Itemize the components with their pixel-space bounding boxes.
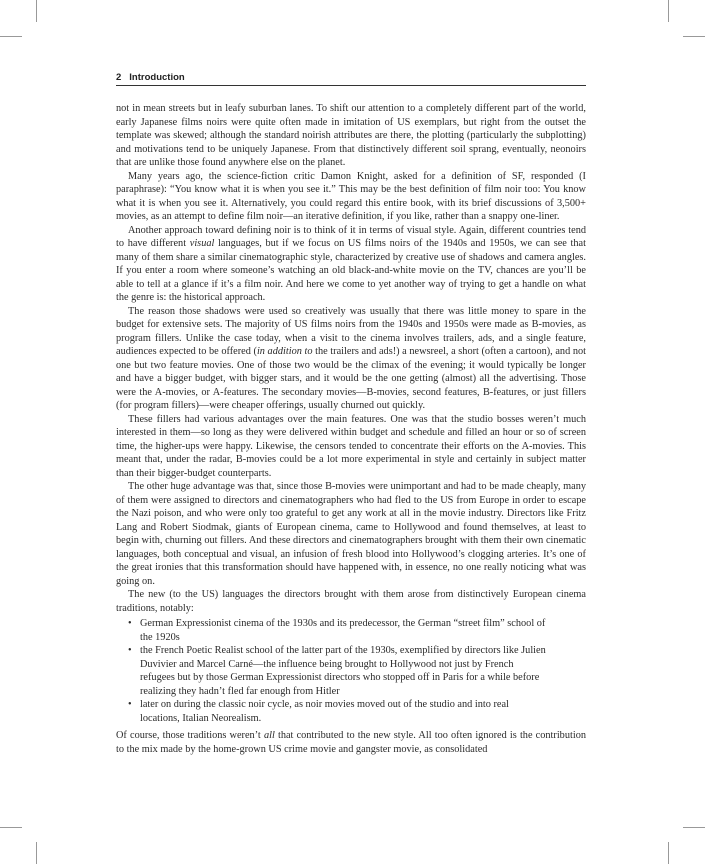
emphasis: all — [263, 730, 275, 741]
crop-mark — [36, 842, 37, 864]
paragraph: not in mean streets but in leafy suburban lanes. To shift our attention to a completely different part of the world, early Japanese films noirs were quite often made in imitation of US exemplars, but right from the outset the template was skewed; although the standard noirish attributes are there, the plotting (particularly the subplotting) and motivations tend to be uniquely Japanese. From that distinctively different soil sprang, eventually, neonoirs that are unlike those found anywhere else on the planet. — [116, 103, 586, 168]
paragraph: Of course, those traditions weren’t all that contributed to the new style. All too often ignored is the contribution to the mix made by the home-grown US crime movie and gangster movie, as consolidated — [116, 730, 587, 755]
emphasis: in addition to — [256, 346, 313, 357]
bullet-icon: • — [128, 699, 132, 710]
paragraph: The new (to the US) languages the directors brought with them arose from distinctively European cinema traditions, notably: — [116, 589, 586, 614]
crop-mark — [0, 827, 22, 828]
emphasis: visual — [189, 238, 215, 249]
running-title: Introduction — [129, 72, 185, 83]
paragraph: These fillers had various advantages over the main features. One was that the studio bosses weren’t much interested in them—so long as they were delivered within budget and schedule and filled an hour or so of screen time, the higher-ups were happy. Likewise, the censors tended to concentrate their efforts on the A-movies. This meant that, under the radar, B-movies could be a lot more experimental in style and certainly in subject matter than their bigger-budget counterparts. — [116, 413, 586, 479]
crop-mark — [36, 0, 37, 22]
running-header — [116, 72, 586, 86]
crop-mark — [683, 36, 705, 37]
body-text — [116, 102, 586, 756]
paragraph: Many years ago, the science-fiction critic Damon Knight, asked for a definition of SF, responded (I paraphrase): “You know what it is when you see it.” This may be the best definition of film noir too: You know what it is when you see it. Alternatively, you could regard this entire book, with its brief discussions of 3,500+ movies, as an attempt to define film noir—an iterative definition, if you like, rather than a snappy one-liner. — [116, 170, 586, 222]
bullet-icon: • — [128, 645, 132, 656]
bullet-list — [116, 617, 586, 725]
paragraph: Another approach toward defining noir is to think of it in terms of visual style. Again, different countries tend to have different visual languages, but if we focus on US films noirs of the 1940s and 1950s, we can see that many of them share a similar cinematographic style, characterized by creative use of shadows and camera angles. If you enter a room where someone’s watching an old black-and-white movie on the TV, chances are you’ll be able to tell at a glance if it’s a film noir. And here we come to yet another way of trying to get a handle on what the genre is: the historical approach. — [116, 224, 586, 303]
crop-mark — [0, 36, 22, 37]
list-item: • later on during the classic noir cycle, as noir movies moved out of the studio and into real locations, Italian Neorealism. — [128, 699, 509, 724]
crop-mark — [683, 827, 705, 828]
crop-mark — [668, 842, 669, 864]
list-item: • the French Poetic Realist school of the latter part of the 1930s, exemplified by directors like Julien Duvivier and Marcel Carné—the influence being brought to Hollywood not just by French refugees but by those German Expressionist directors who stopped off in Paris for a while before realizing they hadn’t fled far enough from Hitler — [128, 645, 546, 697]
crop-mark — [668, 0, 669, 22]
bullet-icon: • — [128, 618, 132, 629]
paragraph: The other huge advantage was that, since those B-movies were unimportant and had to be made cheaply, many of them were assigned to directors and cinematographers who had fled to the US from Europe in order to escape the Nazi poison, and who were only too grateful to get any work at all in the movie industry. Directors like Fritz Lang and Robert Siodmak, giants of European cinema, came to Hollywood and found themselves, at least to begin with, churning out fillers. And these directors and cinematographers brought with them their own cinematic languages, both conceptual and visual, an infusion of fresh blood into Hollywood’s clogging arteries. It’s one of the great ironies that this transformation should have happened with, in essence, no one really noticing what was going on. — [116, 481, 586, 587]
paragraph: The reason those shadows were used so creatively was usually that there was little money to spare in the budget for extensive sets. The majority of US films noirs from the 1940s and 1950s were made as B-movies, as program fillers. Unlike the case today, when a visit to the cinema involves trailers, ads, and a single feature, audiences expected to be offered (in addition to the trailers and ads!) a newsreel, a short (often a cartoon), and not one but two feature movies. One of those two would be the climax of the evening; it would typically be longer and have a bigger budget, with bigger stars, and it would be the one getting (almost) all the advertising. Those were the A-movies, or A-features. The secondary movies—B-movies, second features, B-features, or just fillers (for program fillers)—were cheaper offerings, usually churned out quickly. — [116, 305, 587, 411]
list-item: • German Expressionist cinema of the 1930s and its predecessor, the German “street film” school of the 1920s — [128, 618, 546, 643]
page-number: 2 — [116, 72, 122, 83]
